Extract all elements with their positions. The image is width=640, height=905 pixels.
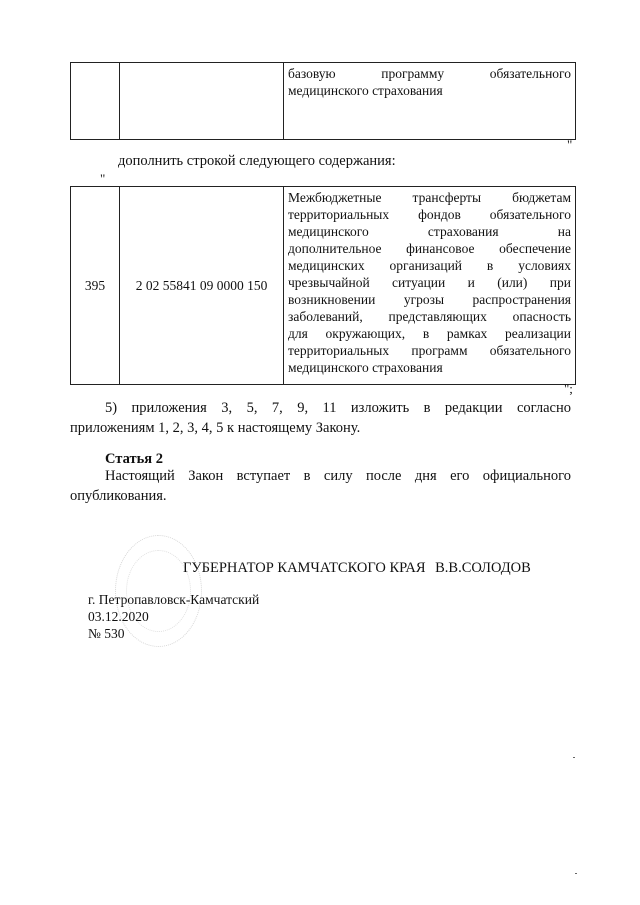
closing-quote-semicolon: "; xyxy=(564,381,573,396)
description-line: медицинских организаций в условиях xyxy=(288,258,571,273)
signature-name: В.В.СОЛОДОВ xyxy=(435,560,531,576)
closing-quote: " xyxy=(567,137,573,152)
scan-speck xyxy=(573,757,575,758)
description-line: базовую программу обязательного xyxy=(288,66,571,81)
description-line: чрезвычайной ситуации и (или) при xyxy=(288,275,571,290)
table-row xyxy=(71,187,576,385)
item-5-line-2: приложениям 1, 2, 3, 4, 5 к настоящему Закону. xyxy=(70,420,361,436)
cell-code xyxy=(120,63,284,140)
description-line: для окружающих, в рамках реализации xyxy=(288,326,571,341)
signature-title: ГУБЕРНАТОР КАМЧАТСКОГО КРАЯ xyxy=(183,560,426,576)
description-line: возникновении угрозы распространения xyxy=(288,292,571,307)
cell-number xyxy=(71,63,120,140)
description-line: Межбюджетные трансферты бюджетам xyxy=(288,190,571,205)
description-line: территориальных программ обязательного xyxy=(288,343,571,358)
description-line: медицинского страхования xyxy=(288,360,443,375)
footer-city: г. Петропавловск-Камчатский xyxy=(88,592,260,607)
description-line: заболеваний, представляющих опасность xyxy=(288,309,571,324)
intro-line: дополнить строкой следующего содержания: xyxy=(118,153,396,169)
table-new-row xyxy=(70,186,576,385)
signature-block xyxy=(183,558,531,578)
cell-description xyxy=(284,63,576,140)
article-2-heading: Статья 2 xyxy=(105,451,163,467)
cell-number: 395 xyxy=(71,187,120,385)
description-line: территориальных фондов обязательного xyxy=(288,207,571,222)
scan-speck xyxy=(575,873,577,874)
cell-code: 2 02 55841 09 0000 150 xyxy=(120,187,284,385)
item-5-line-1: 5) приложения 3, 5, 7, 9, 11 изложить в редакции согласно xyxy=(105,400,571,416)
description-line: дополнительное финансовое обеспечение xyxy=(288,241,571,256)
opening-quote: " xyxy=(100,171,106,186)
table-continued xyxy=(70,62,576,140)
article-2-line-1: Настоящий Закон вступает в силу после дня его официального xyxy=(105,468,571,484)
footer-date: 03.12.2020 xyxy=(88,609,149,624)
article-2-line-2: опубликования. xyxy=(70,488,167,504)
cell-description xyxy=(284,187,576,385)
footer-number: № 530 xyxy=(88,626,125,641)
description-line: медицинского страхования xyxy=(288,83,443,98)
table-row xyxy=(71,63,576,140)
description-line: медицинского страхования на xyxy=(288,224,571,239)
